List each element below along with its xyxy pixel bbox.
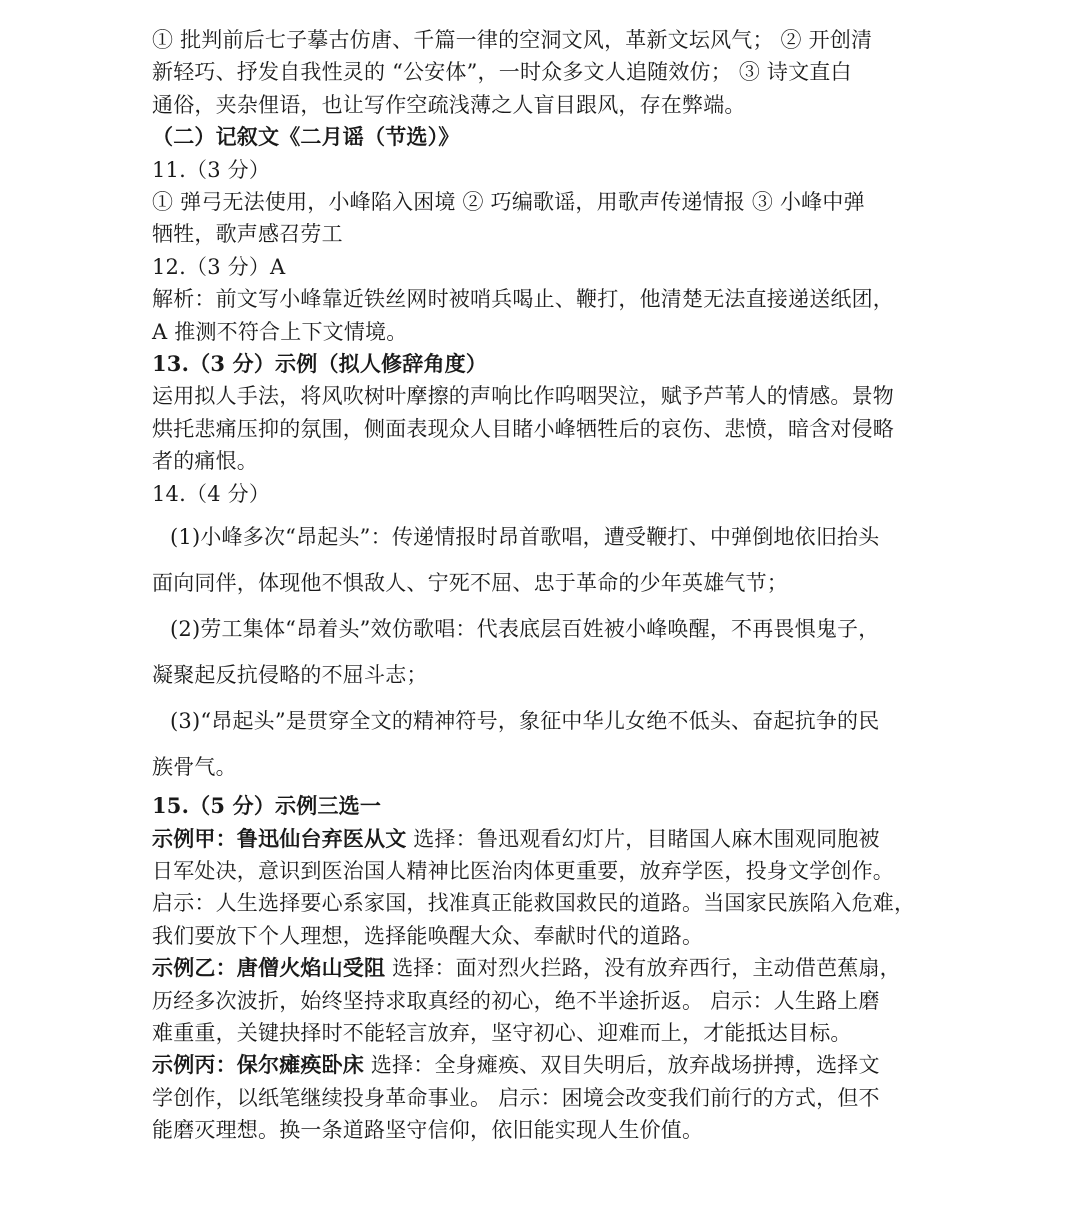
text-line: 能磨灭理想。换一条道路坚守信仰，依旧能实现人生价值。	[152, 1118, 704, 1143]
text-line: (2)劳工集体“昂着头”效仿歌唱：代表底层百姓被小峰唤醒，不再畏惧鬼子，	[170, 617, 880, 642]
text-line: 烘托悲痛压抑的氛围，侧面表现众人目睹小峰牺牲后的哀伤、悲愤，暗含对侵略	[152, 416, 894, 441]
text-line	[152, 1049, 912, 1081]
answer-sheet-page	[152, 24, 916, 1147]
text-line: (3)“昂起头”是贯穿全文的精神符号，象征中华儿女绝不低头、奋起抗争的民	[170, 709, 880, 734]
example-a	[152, 823, 916, 953]
example-text: 选择：鲁迅观看幻灯片，目睹国人麻木围观同胞被	[406, 826, 880, 851]
example-heading: 示例甲：鲁迅仙台弃医从文	[152, 825, 407, 851]
example-heading: 示例丙：保尔瘫痪卧床	[152, 1052, 364, 1078]
example-c	[152, 1049, 912, 1146]
text-line: 历经多次波折，始终坚持求取真经的初心，绝不半途折返。 启示：人生路上磨	[152, 988, 880, 1013]
example-b	[152, 952, 912, 1049]
question-label: 14.（4 分）	[152, 481, 271, 506]
question-label: 13.（3 分）示例（拟人修辞角度）	[152, 351, 488, 377]
text-line: A 推测不符合上下文情境。	[152, 319, 408, 344]
text-line	[152, 952, 912, 984]
text-line: 启示：人生选择要心系家国，找准真正能救国救民的道路。当国家民族陷入危难，	[152, 891, 916, 916]
text-line: ① 批判前后七子摹古仿唐、千篇一律的空洞文风，革新文坛风气； ② 开创清	[152, 28, 873, 52]
text-line: 牺牲，歌声感召劳工	[152, 222, 343, 247]
question-12	[152, 251, 912, 348]
text-line: 日军处决，意识到医治国人精神比医治肉体更重要，放弃学医，投身文学创作。	[152, 858, 894, 883]
text-line: 新轻巧、抒发自我性灵的 “公安体”，一时众多文人追随效仿； ③ 诗文直白	[152, 60, 852, 85]
text-line: 通俗，夹杂俚语，也让写作空疏浅薄之人盲目跟风，存在弊端。	[152, 92, 746, 117]
example-heading: 示例乙：唐僧火焰山受阻	[152, 955, 386, 981]
question-11	[152, 154, 912, 251]
text-line: 学创作，以纸笔继续投身革命事业。 启示：困境会改变我们前行的方式，但不	[152, 1085, 880, 1110]
intro-paragraph	[152, 24, 912, 121]
text-line: ① 弹弓无法使用，小峰陷入困境 ② 巧编歌谣，用歌声传递情报 ③ 小峰中弹	[152, 190, 865, 215]
text-line: 族骨气。	[152, 755, 237, 780]
section-title: （二）记叙文《二月谣（节选）》	[152, 124, 460, 150]
question-15	[152, 790, 916, 1146]
text-line: (1)小峰多次“昂起头”：传递情报时昂首歌唱，遭受鞭打、中弹倒地依旧抬头	[170, 525, 880, 550]
question-label: 12.（3 分）A	[152, 254, 286, 279]
text-line: 难重重，关键抉择时不能轻言放弃，坚守初心、迎难而上，才能抵达目标。	[152, 1020, 852, 1045]
question-13	[152, 348, 912, 478]
text-line: 者的痛恨。	[152, 449, 258, 474]
text-line	[152, 823, 912, 855]
question-label: 15.（5 分）示例三选一	[152, 793, 382, 819]
text-line: 运用拟人手法，将风吹树叶摩擦的声响比作呜咽哭泣，赋予芦苇人的情感。景物	[152, 384, 894, 409]
question-14	[152, 478, 912, 790]
text-line: 我们要放下个人理想，选择能唤醒大众、奉献时代的道路。	[152, 923, 704, 948]
text-line: 面向同伴，体现他不惧敌人、宁死不屈、忠于革命的少年英雄气节；	[152, 571, 788, 596]
question-label: 11.（3 分）	[152, 157, 271, 182]
text-line: 解析：前文写小峰靠近铁丝网时被哨兵喝止、鞭打，他清楚无法直接递送纸团，	[152, 287, 894, 312]
example-text: 选择：全身瘫痪、双目失明后，放弃战场拼搏，选择文	[364, 1053, 880, 1078]
example-text: 选择：面对烈火拦路，没有放弃西行，主动借芭蕉扇，	[385, 956, 901, 981]
text-line: 凝聚起反抗侵略的不屈斗志；	[152, 663, 428, 688]
